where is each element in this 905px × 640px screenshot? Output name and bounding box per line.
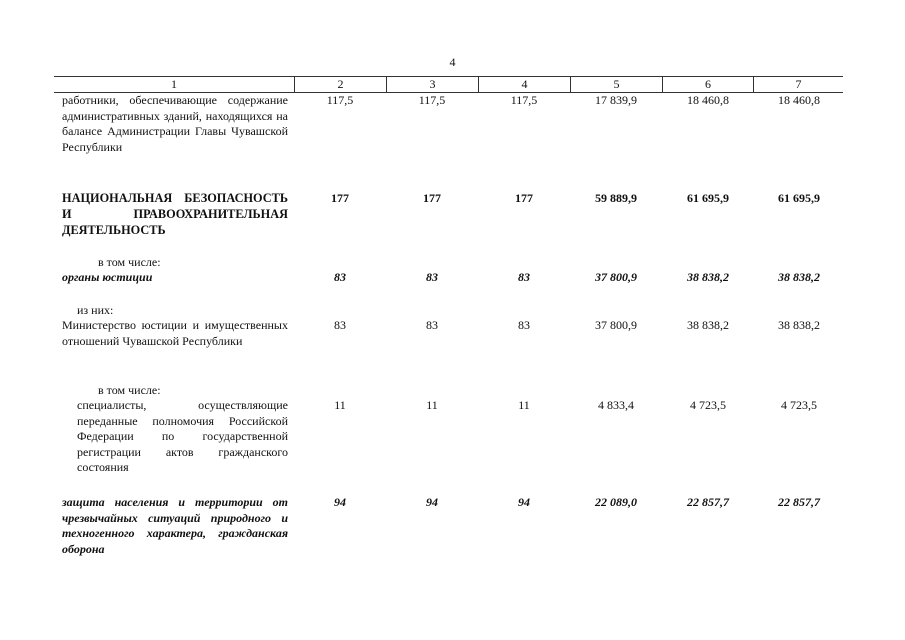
page-number: 4 [449, 55, 456, 69]
row-value-col-4: 94 [518, 495, 530, 509]
row-value-col-3: 177 [423, 191, 441, 205]
header-col-2: 2 [294, 77, 386, 92]
row-subheading: в том числе: [98, 255, 161, 269]
row-value-col-5: 4 833,4 [598, 398, 634, 412]
row-value-col-2: 94 [334, 495, 346, 509]
row-label: НАЦИОНАЛЬНАЯ БЕЗОПАСНОСТЬ И ПРАВООХРАНИТЕЛЬНАЯ ДЕЯТЕЛЬНОСТЬ [62, 191, 288, 237]
row-value-col-2: 83 [334, 318, 346, 332]
header-col-1: 1 [171, 77, 177, 91]
row-label: органы юстиции [62, 270, 153, 284]
row-value-col-3: 83 [426, 318, 438, 332]
row-value-col-6: 38 838,2 [687, 270, 729, 284]
row-value-col-4: 83 [518, 270, 530, 284]
row-value-col-7: 22 857,7 [778, 495, 820, 509]
row-value-col-5: 59 889,9 [595, 191, 637, 205]
table-header-row [54, 76, 843, 93]
row-value-col-6: 22 857,7 [687, 495, 729, 509]
row-label: работники, обеспечивающие содержание административных зданий, находящихся на балансе Администрации Главы Чувашской Республики [62, 93, 288, 154]
row-value-col-4: 117,5 [510, 93, 538, 107]
row-value-col-6: 18 460,8 [687, 93, 729, 107]
row-value-col-5: 37 800,9 [595, 318, 637, 332]
header-col-3: 3 [386, 77, 478, 92]
row-value-col-2: 177 [331, 191, 349, 205]
header-col-6: 6 [662, 77, 753, 92]
row-label: Министерство юстиции и имущественных отношений Чувашской Республики [62, 318, 288, 348]
row-subheading: из них: [77, 303, 114, 317]
row-value-col-3: 94 [426, 495, 438, 509]
row-value-col-5: 17 839,9 [595, 93, 637, 107]
row-value-col-5: 22 089,0 [595, 495, 637, 509]
row-value-col-6: 61 695,9 [687, 191, 729, 205]
row-value-col-7: 4 723,5 [781, 398, 817, 412]
row-value-col-3: 117,5 [418, 93, 446, 107]
row-value-col-4: 83 [518, 318, 530, 332]
row-value-col-6: 4 723,5 [690, 398, 726, 412]
row-value-col-7: 61 695,9 [778, 191, 820, 205]
row-value-col-2: 83 [334, 270, 346, 284]
row-value-col-7: 38 838,2 [778, 318, 820, 332]
row-subheading: в том числе: [98, 383, 161, 397]
header-col-7: 7 [753, 77, 843, 92]
row-value-col-2: 11 [334, 398, 346, 412]
header-col-5: 5 [570, 77, 662, 92]
row-value-col-4: 177 [515, 191, 533, 205]
row-label: специалисты, осуществляющие переданные полномочия Российской Федерации по государственной регистрации актов гражданского состояния [77, 398, 288, 474]
row-value-col-4: 11 [518, 398, 530, 412]
row-label: защита населения и территории от чрезвычайных ситуаций природного и техногенного характера, гражданская оборона [62, 495, 288, 556]
row-value-col-3: 11 [426, 398, 438, 412]
row-value-col-7: 38 838,2 [778, 270, 820, 284]
header-col-4: 4 [478, 77, 570, 92]
row-value-col-7: 18 460,8 [778, 93, 820, 107]
row-value-col-2: 117,5 [326, 93, 354, 107]
row-value-col-5: 37 800,9 [595, 270, 637, 284]
row-value-col-6: 38 838,2 [687, 318, 729, 332]
row-value-col-3: 83 [426, 270, 438, 284]
